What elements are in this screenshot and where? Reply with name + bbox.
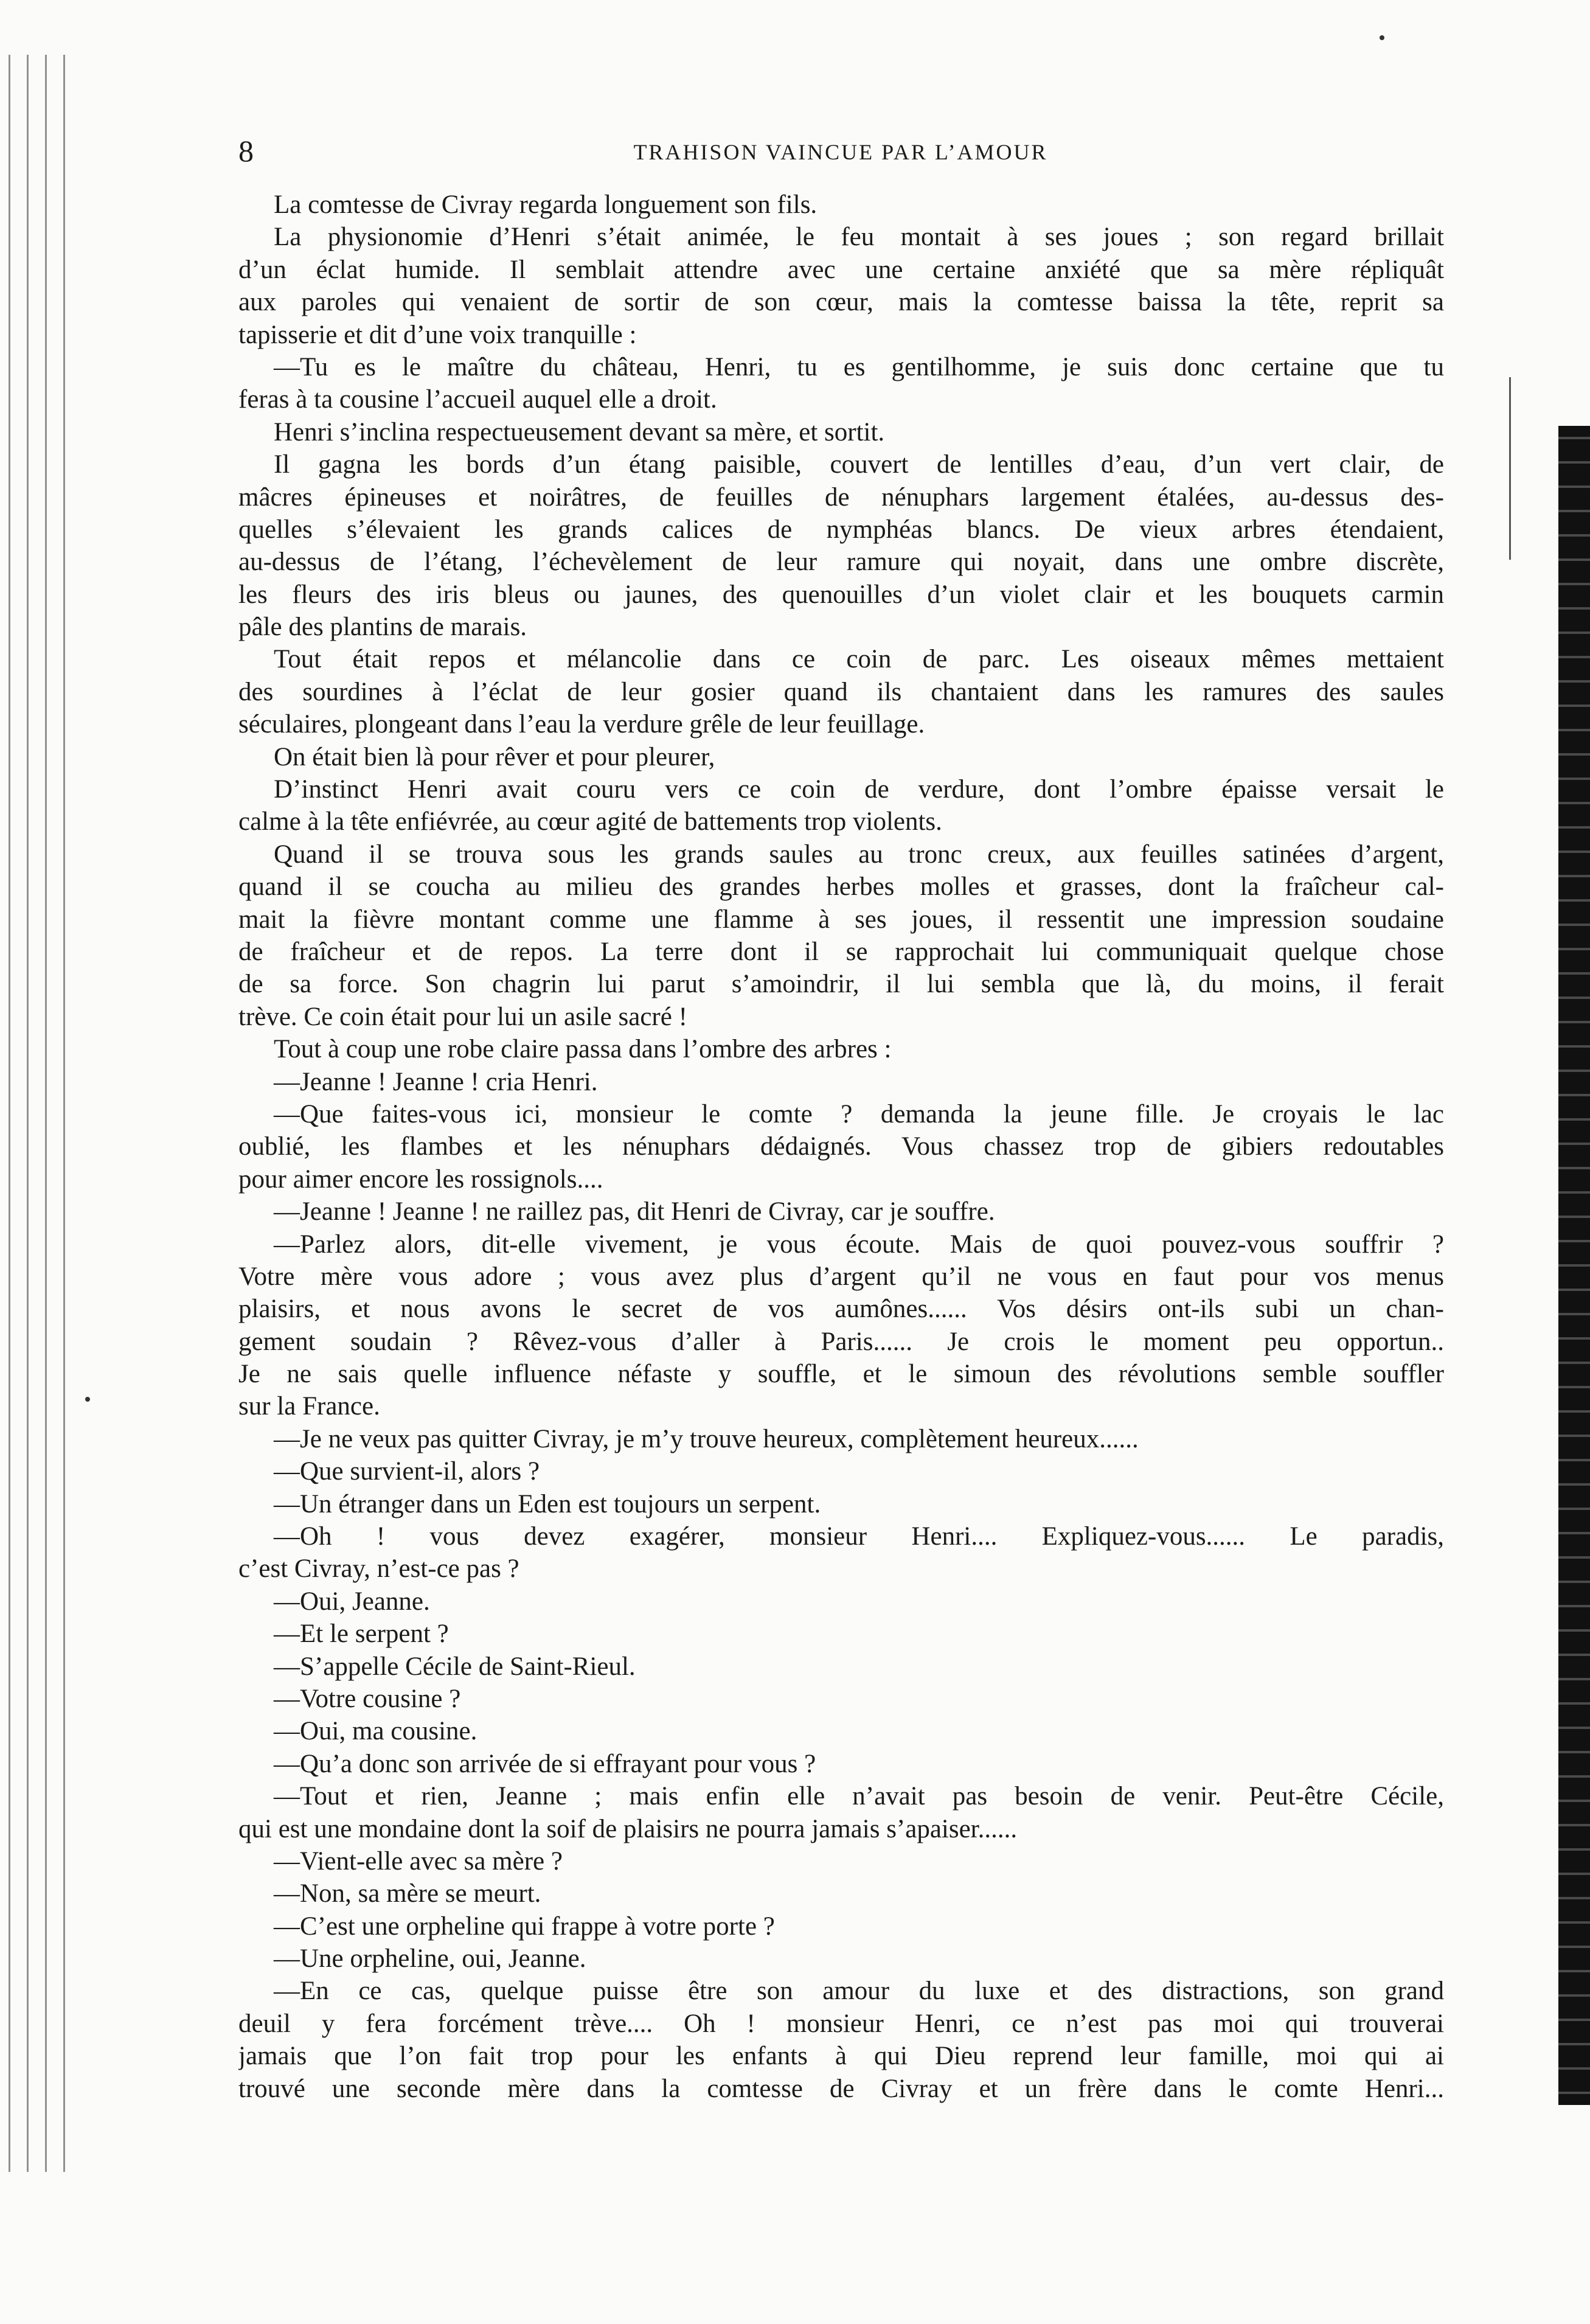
text-line: La comtesse de Civray regarda longuement son fils. — [274, 190, 818, 219]
text-line: d’un éclat humide. Il semblait attendre avec une certaine anxiété que sa mère répliquât — [238, 255, 1444, 284]
text-line: Je ne sais quelle influence néfaste y souffle, et le simoun des révolutions semble souffler — [238, 1360, 1444, 1389]
text-line: —Et le serpent ? — [274, 1619, 449, 1649]
page-edge-artifact — [1558, 426, 1590, 2105]
running-title: TRAHISON VAINCUE PAR L’AMOUR — [633, 140, 1048, 164]
text-line: —En ce cas, quelque puisse être son amour du luxe et des distractions, son grand — [274, 1977, 1444, 2006]
text-line: —C’est une orpheline qui frappe à votre porte ? — [274, 1912, 775, 1941]
text-line: Il gagna les bords d’un étang paisible, couvert de lentilles d’eau, d’un vert clair, de — [274, 450, 1444, 479]
page-number: 8 — [238, 134, 254, 168]
body-text — [238, 189, 1444, 2105]
text-line: plaisirs, et nous avons le secret de vos aumônes...... Vos désirs ont-ils subi un chan- — [238, 1295, 1444, 1324]
text-line: —Que faites-vous ici, monsieur le comte ? demanda la jeune fille. Je croyais le lac — [274, 1099, 1444, 1129]
text-line: —Je ne veux pas quitter Civray, je m’y trouve heureux, complètement heureux...... — [274, 1424, 1139, 1453]
text-line: —Jeanne ! Jeanne ! ne raillez pas, dit Henri de Civray, car je souffre. — [274, 1197, 995, 1226]
text-line: mâcres épineuses et noirâtres, de feuilles de nénuphars largement étalées, au-dessus des- — [238, 482, 1444, 512]
text-line: quand il se coucha au milieu des grandes herbes molles et grasses, dont la fraîcheur cal- — [238, 872, 1444, 902]
text-line: —S’appelle Cécile de Saint-Rieul. — [274, 1652, 636, 1681]
text-line: —Qu’a donc son arrivée de si effrayant pour vous ? — [274, 1749, 816, 1778]
text-line: gement soudain ? Rêvez-vous d’aller à Paris...... Je crois le moment peu opportun.. — [238, 1327, 1444, 1356]
text-line: Tout à coup une robe claire passa dans l’ombre des arbres : — [274, 1035, 892, 1064]
running-head — [238, 133, 1443, 169]
text-line: D’instinct Henri avait couru vers ce coin de verdure, dont l’ombre épaisse versait le — [274, 775, 1444, 804]
scan-speck — [85, 1397, 90, 1402]
text-line: des sourdines à l’éclat de leur gosier quand ils chantaient dans les ramures des saules — [238, 677, 1444, 706]
text-line: —Parlez alors, dit-elle vivement, je vous écoute. Mais de quoi pouvez-vous souffrir ? — [274, 1230, 1444, 1259]
text-line: Quand il se trouva sous les grands saules au tronc creux, aux feuilles satinées d’argent, — [274, 840, 1444, 869]
text-line: —Oui, Jeanne. — [274, 1587, 430, 1616]
text-line: trève. Ce coin était pour lui un asile sacré ! — [238, 1002, 687, 1031]
text-line: les fleurs des iris bleus ou jaunes, des quenouilles d’un violet clair et les bouquets carmin — [238, 580, 1444, 609]
text-line: c’est Civray, n’est-ce pas ? — [238, 1554, 519, 1584]
text-line: —Une orpheline, oui, Jeanne. — [274, 1944, 586, 1974]
text-line: calme à la tête enfiévrée, au cœur agité de battements trop violents. — [238, 807, 942, 837]
text-line: quelles s’élevaient les grands calices de nymphéas blancs. De vieux arbres étendaient, — [238, 515, 1444, 544]
text-line: de sa force. Son chagrin lui parut s’amoindrir, il lui sembla que là, du moins, il ferait — [238, 970, 1444, 999]
text-line: La physionomie d’Henri s’était animée, le feu montait à ses joues ; son regard brillait — [274, 223, 1444, 252]
text-line: trouvé une seconde mère dans la comtesse de Civray et un frère dans le comte Henri... — [238, 2074, 1444, 2103]
binding-edge-artifact — [0, 55, 70, 2172]
text-line: —Tu es le maître du château, Henri, tu es gentilhomme, je suis donc certaine que tu — [274, 352, 1444, 381]
text-line: —Oh ! vous devez exagérer, monsieur Henri.... Expliquez-vous...... Le paradis, — [274, 1522, 1444, 1551]
text-line: —Tout et rien, Jeanne ; mais enfin elle n’avait pas besoin de venir. Peut-être Cécile, — [274, 1782, 1444, 1811]
text-line: —Jeanne ! Jeanne ! cria Henri. — [274, 1067, 598, 1096]
page-edge-line — [1509, 377, 1511, 560]
text-line: aux paroles qui venaient de sortir de son cœur, mais la comtesse baissa la tête, reprit sa — [238, 288, 1444, 317]
text-line: —Non, sa mère se meurt. — [274, 1879, 541, 1908]
text-line: deuil y fera forcément trève.... Oh ! monsieur Henri, ce n’est pas moi qui trouverai — [238, 2009, 1444, 2038]
text-line: Henri s’inclina respectueusement devant sa mère, et sortit. — [274, 417, 885, 447]
text-line: pâle des plantins de marais. — [238, 613, 527, 642]
text-line: oublié, les flambes et les nénuphars dédaignés. Vous chassez trop de gibiers redoutables — [238, 1132, 1444, 1161]
text-line: —Votre cousine ? — [274, 1684, 461, 1713]
text-line: séculaires, plongeant dans l’eau la verdure grêle de leur feuillage. — [238, 710, 925, 739]
text-line: —Oui, ma cousine. — [274, 1717, 477, 1746]
text-line: —Vient-elle avec sa mère ? — [274, 1846, 563, 1876]
text-line: mait la fièvre montant comme une flamme à ses joues, il ressentit une impression soudaine — [238, 905, 1444, 934]
scan-speck — [1380, 35, 1384, 40]
text-line: sur la France. — [238, 1392, 380, 1421]
text-line: pour aimer encore les rossignols.... — [238, 1164, 603, 1194]
text-line: Votre mère vous adore ; vous avez plus d’argent qu’il ne vous en faut pour vos menus — [238, 1262, 1444, 1291]
text-line: On était bien là pour rêver et pour pleurer, — [274, 742, 715, 771]
text-line: de fraîcheur et de repos. La terre dont il se rapprochait lui communiquait quelque chose — [238, 937, 1444, 966]
text-line: jamais que l’on fait trop pour les enfants à qui Dieu reprend leur famille, moi qui ai — [238, 2042, 1444, 2071]
text-line: —Que survient-il, alors ? — [274, 1457, 540, 1486]
text-line: au-dessus de l’étang, l’échevèlement de leur ramure qui noyait, dans une ombre discrète, — [238, 548, 1444, 577]
text-line: —Un étranger dans un Eden est toujours un serpent. — [274, 1489, 821, 1519]
text-line: feras à ta cousine l’accueil auquel elle a droit. — [238, 385, 717, 414]
text-line: Tout était repos et mélancolie dans ce coin de parc. Les oiseaux mêmes mettaient — [274, 645, 1444, 674]
text-line: qui est une mondaine dont la soif de plaisirs ne pourra jamais s’apaiser...... — [238, 1814, 1018, 1843]
text-line: tapisserie et dit d’une voix tranquille : — [238, 320, 637, 349]
